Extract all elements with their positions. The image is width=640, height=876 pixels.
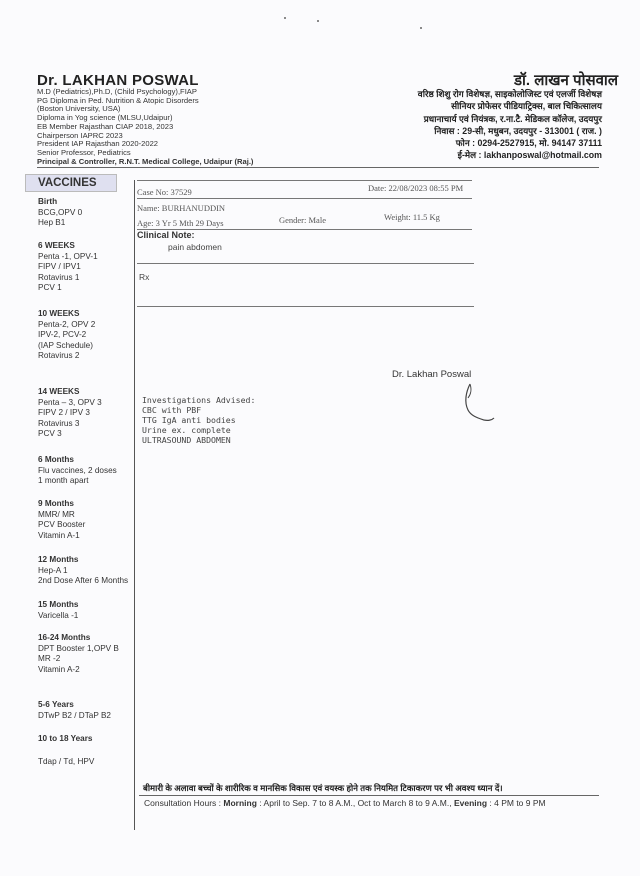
vaccine-item: PCV 1 — [38, 283, 62, 293]
morning-hours: : April to Sep. 7 to 8 A.M., Oct to March 8 to 9 A.M., — [259, 798, 452, 808]
vaccine-section-heading: 15 Months — [38, 600, 79, 609]
consultation-hours-label: Consultation Hours : — [144, 798, 222, 808]
qualification-line: Principal & Controller, R.N.T. Medical College, Udaipur (Raj.) — [37, 156, 254, 166]
patient-rule — [137, 198, 472, 199]
investigations-advised — [142, 395, 255, 445]
patient-box-top-rule — [137, 180, 472, 181]
qualification-line: President IAP Rajasthan 2020-2022 — [37, 139, 159, 149]
scan-speck — [284, 17, 286, 19]
hindi-address-line: निवास : 29-सी, मधुबन, उदयपुर - 313001 ( राज. ) — [434, 125, 602, 136]
vaccine-item: DPT Booster 1,OPV B — [38, 643, 119, 653]
vaccine-item: Hep-A 1 — [38, 565, 68, 575]
vaccine-section-9-months — [38, 499, 85, 541]
sidebar-divider — [134, 180, 135, 830]
vaccine-section-heading: 10 to 18 Years — [38, 734, 93, 743]
case-number: Case No: 37529 — [137, 187, 192, 197]
vaccine-section-tdap — [38, 757, 94, 768]
investigation-item: ULTRASOUND ABDOMEN — [142, 435, 231, 445]
doctor-qualifications — [37, 88, 253, 166]
doctor-details-hindi — [418, 88, 602, 162]
investigation-item: CBC with PBF — [142, 405, 202, 415]
signature-name: Dr. Lakhan Poswal — [392, 369, 472, 380]
vaccine-item: DTwP B2 / DTaP B2 — [38, 710, 111, 720]
vaccine-item: FIPV / IPV1 — [38, 262, 81, 272]
vaccine-item: Rotavirus 2 — [38, 351, 80, 361]
vaccine-item: 2nd Dose After 6 Months — [38, 576, 129, 586]
vaccine-item: Vitamin A-2 — [38, 664, 80, 674]
qualification-line: (Boston University, USA) — [37, 104, 121, 114]
vaccine-item: Varicella -1 — [38, 610, 79, 620]
vaccine-section-14-weeks — [38, 387, 102, 440]
evening-label: Evening — [453, 798, 488, 808]
clinical-note-rule — [137, 263, 474, 264]
vaccine-item: PCV Booster — [38, 520, 86, 530]
footer-hindi-note: बीमारी के अलावा बच्चों के शारीरिक व मानसिक विकास एवं वयस्क होने तक नियमित टिकाकरण पर भी अवश्य ध्यान दें। — [143, 783, 503, 793]
patient-weight: Weight: 11.5 Kg — [384, 212, 440, 222]
vaccine-item: PCV 3 — [38, 429, 62, 439]
vaccine-item: Rotavirus 1 — [38, 272, 80, 282]
qualification-line: Chairperson IAPRC 2023 — [37, 130, 123, 140]
vaccine-item: MR -2 — [38, 654, 61, 664]
vaccine-item: Penta – 3, OPV 3 — [38, 397, 102, 407]
vaccine-item: Vitamin A-1 — [38, 530, 80, 540]
vaccine-section-heading: 10 WEEKS — [38, 309, 80, 318]
vaccine-section-birth — [38, 197, 82, 229]
hindi-detail-line: सीनियर प्रोफेसर पीडियाट्रिक्स, बाल चिकित्सालय — [451, 101, 602, 112]
header-divider — [37, 167, 599, 168]
patient-name: Name: BURHANUDDIN — [137, 203, 226, 213]
vaccine-item: BCG,OPV 0 — [38, 207, 83, 217]
vaccines-title: VACCINES — [25, 174, 117, 192]
vaccine-item: Penta-2, OPV 2 — [38, 319, 96, 329]
hindi-email-line: ई-मेल : lakhanposwal@hotmail.com — [457, 150, 602, 161]
evening-hours: : 4 PM to 9 PM — [489, 798, 546, 808]
vaccine-item: Flu vaccines, 2 doses — [38, 465, 117, 475]
vaccine-section-heading: 9 Months — [38, 499, 74, 508]
vaccine-section-6-weeks — [38, 241, 98, 294]
scan-speck — [317, 20, 319, 22]
vaccine-section-12-months — [38, 555, 128, 587]
vaccine-section-heading: 6 Months — [38, 455, 74, 464]
consultation-hours — [144, 798, 546, 808]
hindi-detail-line: प्रधानाचार्य एवं नियंत्रक, र.ना.टै. मेडिकल कॉलेज, उदयपुर — [423, 113, 602, 124]
clinical-note-label: Clinical Note: — [137, 230, 195, 240]
hindi-phone-line: फोन : 0294-2527915, मो. 94147 37111 — [455, 138, 602, 149]
footer-rule — [139, 795, 599, 796]
qualification-line: Senior Professor, Pediatrics — [37, 147, 131, 157]
vaccine-section-heading: 5-6 Years — [38, 700, 74, 709]
rx-rule — [137, 306, 474, 307]
vaccine-item: Tdap / Td, HPV — [38, 757, 95, 766]
doctor-name-english: Dr. LAKHAN POSWAL — [37, 72, 199, 89]
investigation-item: Urine ex. complete — [142, 425, 231, 435]
vaccine-section-heading: 6 WEEKS — [38, 241, 75, 250]
signature-scribble — [456, 380, 496, 422]
vaccine-section-heading: 14 WEEKS — [38, 387, 80, 396]
doctor-name-hindi: डॉ. लाखन पोसवाल — [513, 72, 618, 89]
qualification-line: EB Member Rajasthan CIAP 2018, 2023 — [37, 121, 174, 131]
vaccine-section-heading: 16-24 Months — [38, 633, 91, 642]
vaccine-item: Penta -1, OPV-1 — [38, 251, 98, 261]
scan-speck — [420, 27, 422, 29]
vaccine-item: (IAP Schedule) — [38, 340, 93, 350]
investigation-item: TTG IgA anti bodies — [142, 415, 236, 425]
rx-label: Rx — [139, 272, 150, 282]
vaccine-section-15-months — [38, 600, 79, 621]
vaccine-section-5-6-years — [38, 700, 111, 721]
vaccine-section-6-months — [38, 455, 117, 487]
patient-age: Age: 3 Yr 5 Mth 29 Days — [137, 218, 224, 228]
hindi-detail-line: वरिष्ठ शिशु रोग विशेषज्ञ, साइकोलोजिस्ट एवं एलर्जी विशेषज्ञ — [417, 89, 602, 99]
vaccine-item: FIPV 2 / IPV 3 — [38, 408, 90, 418]
vaccine-item: Hep B1 — [38, 218, 66, 228]
vaccine-section-heading: 12 Months — [38, 555, 79, 564]
vaccine-item: Rotavirus 3 — [38, 418, 80, 428]
morning-label: Morning — [223, 798, 257, 808]
investigations-heading: Investigations Advised: — [142, 395, 256, 405]
vaccine-section-heading: Birth — [38, 197, 58, 206]
vaccine-item: MMR/ MR — [38, 509, 75, 519]
clinical-note-text: pain abdomen — [168, 242, 222, 252]
qualification-line: Diploma in Yog science (MLSU,Udaipur) — [37, 113, 173, 123]
patient-gender: Gender: Male — [279, 215, 326, 225]
vaccine-section-10-18-years — [38, 734, 92, 745]
qualification-line: PG Diploma in Ped. Nutrition & Atopic Disorders — [37, 95, 199, 105]
vaccine-section-16-24-months — [38, 633, 119, 675]
vaccine-item: 1 month apart — [38, 476, 89, 486]
vaccine-section-10-weeks — [38, 309, 95, 362]
vaccine-item: IPV-2, PCV-2 — [38, 330, 87, 340]
qualification-line: M.D (Pediatrics),Ph.D, (Child Psychology),FIAP — [37, 87, 197, 96]
visit-date: Date: 22/08/2023 08:55 PM — [368, 183, 464, 193]
